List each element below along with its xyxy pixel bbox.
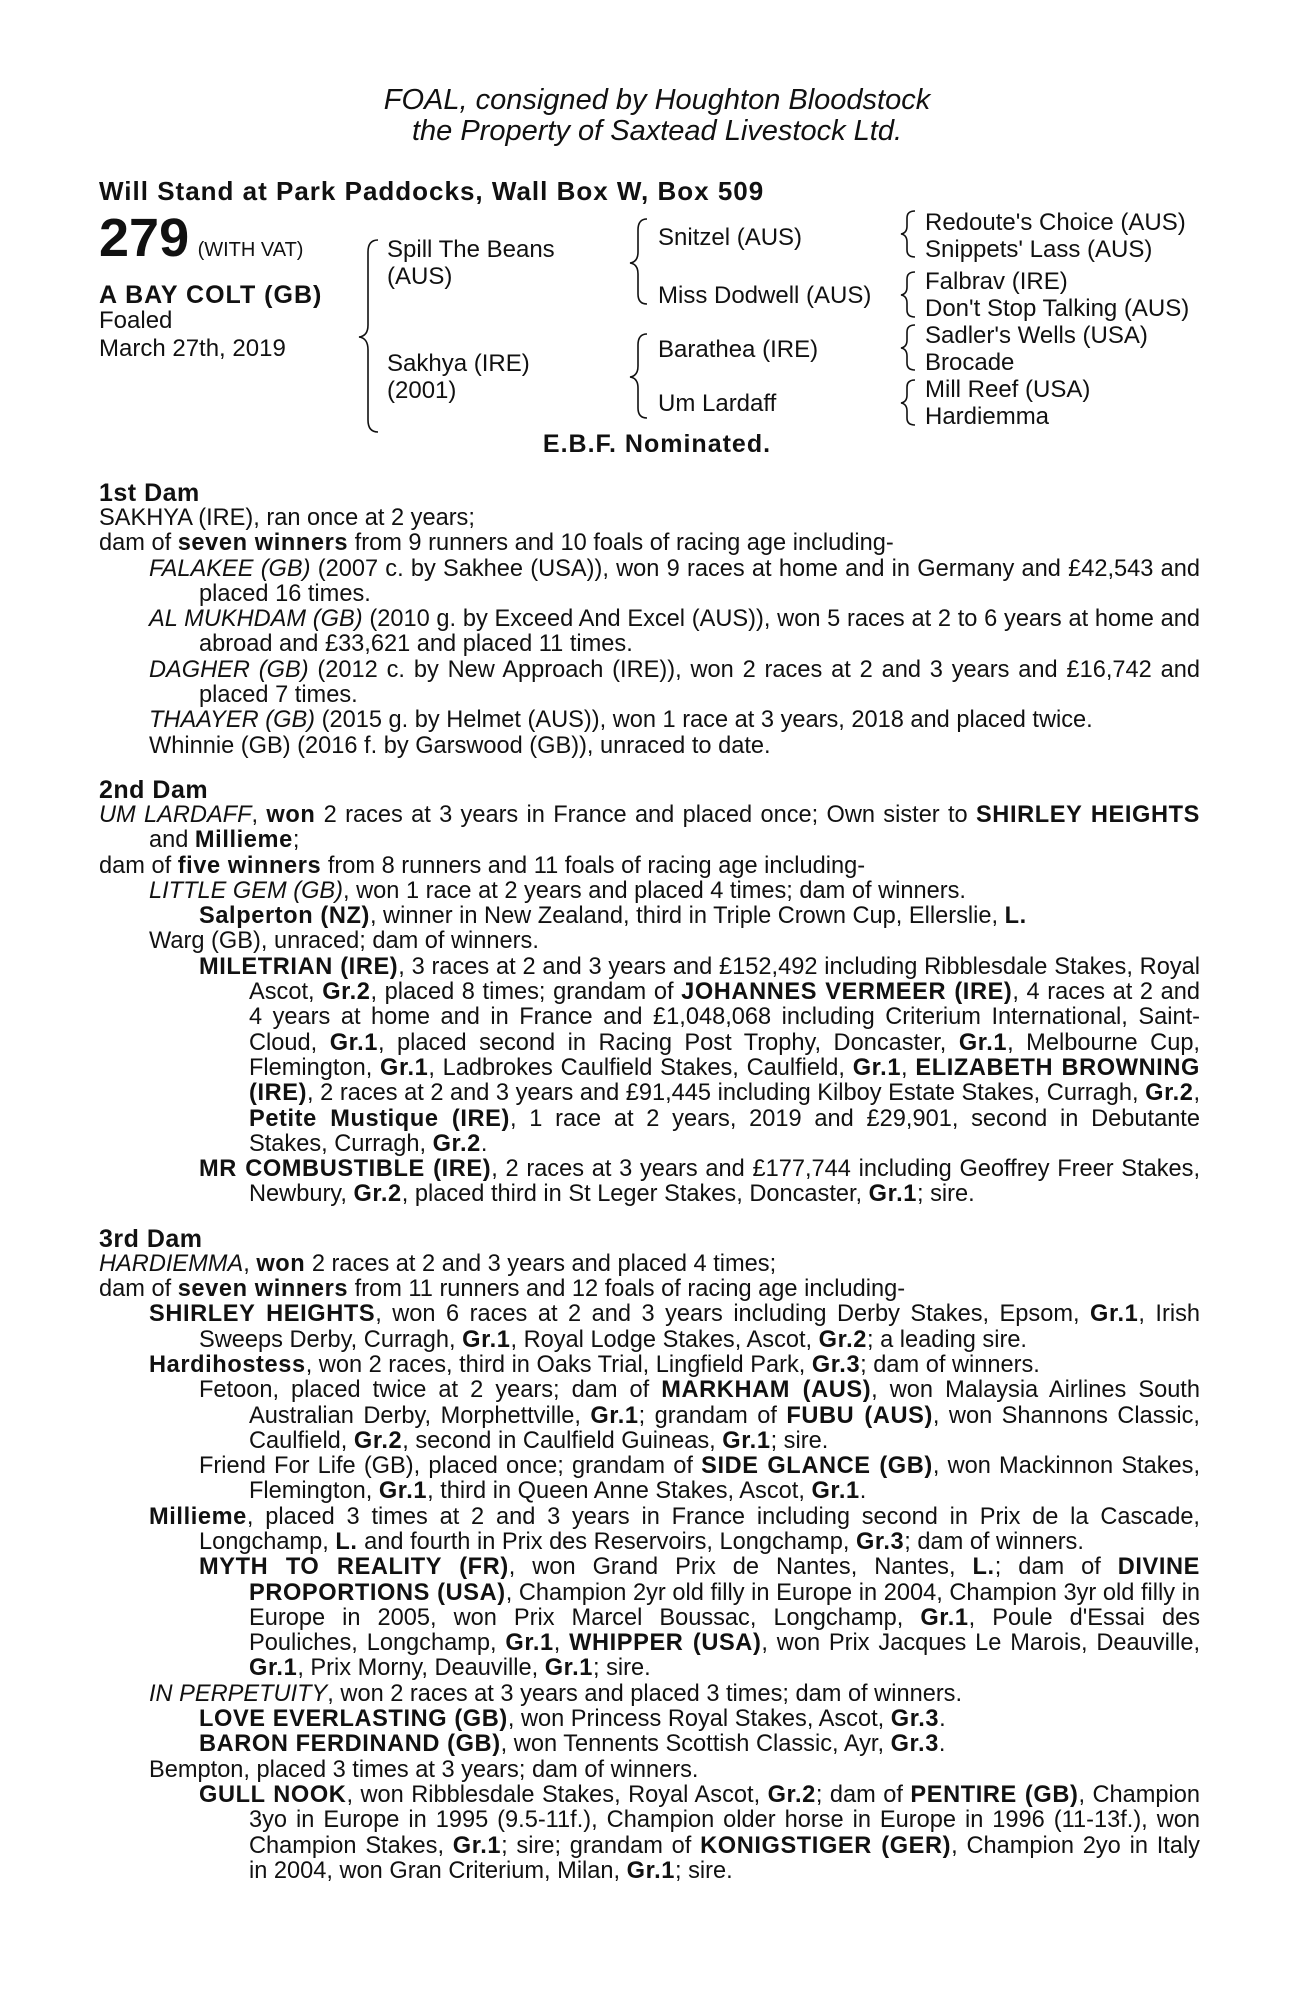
dam-year: (2001) xyxy=(387,377,457,404)
entry-text: , Ladbrokes Caulfield Stakes, Caulfield, xyxy=(428,1054,853,1081)
gen3-5: Sadler's Wells (USA) xyxy=(925,322,1148,349)
entry-text: (2010 g. by Exceed And Excel (AUS)), won 5 races at 2 to 6 years at home and abroad and £33,621 and placed 11 times. xyxy=(199,606,1200,658)
italic-text: THAAYER (GB) xyxy=(149,707,316,734)
bold-text: FUBU (AUS) xyxy=(786,1402,933,1429)
bold-text: won xyxy=(256,1250,306,1277)
pedigree-entry xyxy=(99,1555,1200,1681)
brace-6 xyxy=(901,325,915,370)
brace-7 xyxy=(901,380,915,425)
bold-text: Gr.1 xyxy=(378,1478,428,1505)
brace-2 xyxy=(630,219,647,304)
bold-text: Gr.1 xyxy=(462,1326,511,1353)
entry-text: ; dam of xyxy=(815,1781,911,1808)
entry-text: , won Tennents Scottish Classic, Ayr, xyxy=(500,1731,891,1758)
bold-text: Gr.3 xyxy=(890,1706,940,1733)
pedigree-entry xyxy=(99,1353,1200,1378)
entry-text: , won 1 race at 2 years and placed 4 times; dam of winners. xyxy=(343,877,966,904)
pedigree-entry xyxy=(99,607,1200,658)
bold-text: Gr.1 xyxy=(505,1630,554,1657)
brace-4 xyxy=(901,211,915,257)
entry-text: , won Mackinnon Stakes, Flemington, xyxy=(249,1453,1201,1505)
pedigree-entry xyxy=(99,854,1200,879)
brace-3 xyxy=(630,334,647,418)
entry-text: ; xyxy=(292,827,300,854)
entry-text: , Champion 3yo in Europe in 1995 (9.5-11f.), Champion older horse in Europe in 1996 (11-13f.), won Champion Stakes, xyxy=(249,1781,1201,1859)
bold-text: Gr.2 xyxy=(353,1427,403,1454)
entry-text: , won 6 races at 2 and 3 years including Derby Stakes, Epsom, xyxy=(375,1301,1091,1328)
bold-text: Gr.1 xyxy=(329,1029,379,1056)
bold-text: Salperton (NZ) xyxy=(199,903,370,930)
gen3-8: Hardiemma xyxy=(925,403,1050,430)
brace-5 xyxy=(901,272,915,317)
bold-text: KONIGSTIGER (GER) xyxy=(700,1832,952,1859)
bold-text: PENTIRE (GB) xyxy=(910,1781,1079,1808)
bold-text: Gr.1 xyxy=(722,1427,771,1454)
entry-text: , Irish Sweeps Derby, Curragh, xyxy=(199,1301,1200,1353)
bold-text: Gr.1 xyxy=(958,1029,1008,1056)
entry-text: . xyxy=(938,1731,946,1758)
entry-text: ; sire; grandam of xyxy=(501,1832,701,1859)
entry-text: SAKHYA (IRE), ran once at 2 years; xyxy=(99,505,475,531)
bold-text: Gr.1 xyxy=(590,1402,639,1429)
bold-text: JOHANNES VERMEER (IRE) xyxy=(681,979,1013,1006)
entry-text: , xyxy=(1193,1080,1201,1107)
section-heading: 2nd Dam xyxy=(99,775,209,804)
entry-text: . xyxy=(480,1130,488,1157)
italic-text: IN PERPETUITY xyxy=(149,1680,328,1707)
entry-text: Warg (GB), unraced; dam of winners. xyxy=(149,928,539,955)
entry-text: Whinnie (GB) (2016 f. by Garswood (GB)), unraced to date. xyxy=(149,732,771,759)
gen3-4: Don't Stop Talking (AUS) xyxy=(925,295,1190,322)
pedigree-entry xyxy=(99,879,1200,904)
pedigree-entry xyxy=(99,506,1200,531)
gen3-3: Falbrav (IRE) xyxy=(925,268,1068,295)
entry-text: , won Princess Royal Stakes, Ascot, xyxy=(507,1706,891,1733)
gen3-6: Brocade xyxy=(925,349,1015,376)
pedigree-entry xyxy=(99,1454,1200,1505)
pedigree-entry xyxy=(99,1758,1200,1783)
italic-text: AL MUKHDAM (GB) xyxy=(149,606,363,633)
italic-text: FALAKEE (GB) xyxy=(149,555,311,582)
pedigree-entry xyxy=(99,1302,1200,1353)
entry-text: , Melbourne Cup, Flemington, xyxy=(249,1029,1200,1081)
lot-number: 279 xyxy=(99,208,190,268)
sire-country: (AUS) xyxy=(387,263,453,290)
entry-text: 2 races at 2 and 3 years and placed 4 times; xyxy=(305,1250,777,1277)
italic-text: UM LARDAFF xyxy=(99,801,252,828)
entry-text: , placed third in St Leger Stakes, Doncaster, xyxy=(401,1181,869,1208)
entry-text: from 9 runners and 10 foals of racing age including- xyxy=(348,530,894,557)
entry-text: , won Prix Jacques Le Marois, Deauville, xyxy=(761,1630,1200,1657)
entry-text: ; dam of xyxy=(994,1554,1118,1581)
bold-text: Gr.2 xyxy=(767,1781,816,1808)
bold-text: Gr.3 xyxy=(811,1351,861,1378)
entry-text: , xyxy=(901,1054,916,1081)
entry-text: , third in Queen Anne Stakes, Ascot, xyxy=(427,1478,812,1505)
sire-name: Spill The Beans xyxy=(387,236,555,263)
bold-text: L. xyxy=(972,1554,995,1581)
entry-text: ; a leading sire. xyxy=(866,1326,1027,1353)
bold-text: MYTH TO REALITY (FR) xyxy=(199,1554,509,1581)
pedigree-entry xyxy=(99,929,1200,954)
entry-text: , won Ribblesdale Stakes, Royal Ascot, xyxy=(346,1781,768,1808)
pedigree-entry xyxy=(99,708,1200,733)
section-heading: 1st Dam xyxy=(99,479,200,507)
bold-text: DIVINE PROPORTIONS (USA) xyxy=(249,1554,1201,1606)
bold-text: Gr.2 xyxy=(818,1326,867,1353)
bold-text: SHIRLEY HEIGHTS xyxy=(149,1301,376,1328)
entry-text: , 1 race at 2 years, 2019 and £29,901, second in Debutante Stakes, Curragh, xyxy=(249,1105,1200,1157)
entry-text: dam of xyxy=(99,1276,178,1303)
bold-text: Gr.1 xyxy=(868,1181,917,1208)
pedigree-entry xyxy=(99,734,1200,759)
pedigree-entry xyxy=(99,1252,1200,1277)
entry-text: , xyxy=(251,801,267,828)
italic-text: DAGHER (GB) xyxy=(149,656,309,683)
entry-text: and fourth in Prix des Reservoirs, Longchamp, xyxy=(357,1528,856,1555)
entry-text: (2007 c. by Sakhee (USA)), won 9 races at home and in Germany and £42,543 and placed 16 times. xyxy=(199,555,1200,607)
entry-text: ; sire. xyxy=(674,1857,733,1884)
pedigree-entry xyxy=(99,1505,1200,1556)
bold-text: SIDE GLANCE (GB) xyxy=(701,1453,933,1480)
bold-text: five winners xyxy=(177,852,322,879)
entry-text: from 11 runners and 12 foals of racing age including- xyxy=(348,1276,906,1303)
italic-text: HARDIEMMA xyxy=(99,1250,244,1277)
bold-text: ELIZABETH BROWNING (IRE) xyxy=(249,1054,1200,1107)
entry-text: . xyxy=(939,1706,946,1733)
bold-text: Millieme xyxy=(194,827,293,854)
entry-text: , 2 races at 3 years and £177,744 including Geoffrey Freer Stakes, Newbury, xyxy=(249,1156,1200,1208)
dam-sire: Barathea (IRE) xyxy=(658,336,819,363)
sire-dam: Miss Dodwell (AUS) xyxy=(658,282,872,309)
foaled-date: March 27th, 2019 xyxy=(99,335,286,362)
entry-text: , 4 races at 2 and 4 years at home and in France and £1,048,068 including Criterium International, Saint-Cloud, xyxy=(249,979,1201,1056)
bold-text: seven winners xyxy=(177,530,349,557)
entry-text: ; dam of winners. xyxy=(904,1528,1084,1555)
gen3-2: Snippets' Lass (AUS) xyxy=(925,236,1153,263)
vat-note: (WITH VAT) xyxy=(197,239,304,261)
dam-name: Sakhya (IRE) xyxy=(387,350,530,377)
gen3-7: Mill Reef (USA) xyxy=(925,376,1091,403)
italic-text: LITTLE GEM (GB) xyxy=(149,877,344,904)
pedigree-entry xyxy=(99,1157,1200,1208)
bold-text: Gr.1 xyxy=(380,1054,429,1081)
entry-text: , 3 races at 2 and 3 years and £152,492 including Ribblesdale Stakes, Royal Ascot, xyxy=(249,953,1200,1006)
bold-text: Gr.1 xyxy=(249,1655,298,1682)
bold-text: Gr.2 xyxy=(322,979,371,1006)
entry-text: , won Malaysia Airlines South Australian Derby, Morphettville, xyxy=(249,1377,1200,1429)
entry-text: , Royal Lodge Stakes, Ascot, xyxy=(510,1326,819,1353)
entry-text: Bempton, placed 3 times at 3 years; dam of winners. xyxy=(149,1756,699,1783)
entry-text: , 2 races at 2 and 3 years and £91,445 including Kilboy Estate Stakes, Curragh, xyxy=(307,1080,1146,1107)
bold-text: won xyxy=(266,801,316,828)
entry-text: dam of xyxy=(99,530,178,557)
entry-text: , won Shannons Classic, Caulfield, xyxy=(249,1402,1200,1454)
bold-text: Gr.1 xyxy=(920,1604,969,1631)
bold-text: Hardihostess xyxy=(149,1351,306,1378)
bold-text: L. xyxy=(335,1528,358,1555)
sire xyxy=(387,236,555,290)
pedigree-entry xyxy=(99,1682,1200,1707)
bold-text: LOVE EVERLASTING (GB) xyxy=(199,1706,508,1733)
section-heading: 3rd Dam xyxy=(99,1224,203,1253)
entry-text: , xyxy=(553,1630,570,1657)
stand-location: Will Stand at Park Paddocks, Wall Box W, Box 509 xyxy=(99,176,765,206)
ebf-nominated: E.B.F. Nominated. xyxy=(542,430,772,458)
entry-text: ; grandam of xyxy=(638,1402,787,1429)
bold-text: Gr.1 xyxy=(626,1857,675,1884)
lot-description: A BAY COLT (GB) xyxy=(99,281,323,309)
entry-text: , Champion 2yr old filly in Europe in 2004, Champion 3yr old filly in Europe in 2005, won Prix Marcel Boussac, Longchamp, xyxy=(249,1579,1200,1631)
pedigree-entry xyxy=(99,904,1200,929)
entry-text: . xyxy=(859,1478,867,1505)
bold-text: Gr.1 xyxy=(1090,1301,1139,1328)
dam-dam: Um Lardaff xyxy=(658,390,777,417)
pedigree-entry xyxy=(99,1378,1200,1454)
entry-text: , placed 8 times; grandam of xyxy=(370,979,682,1006)
foaled-label: Foaled xyxy=(99,307,173,334)
pedigree-entry xyxy=(99,531,1200,556)
pedigree-entry xyxy=(99,1277,1200,1302)
bold-text: Petite Mustique (IRE) xyxy=(249,1105,510,1132)
entry-text: Fetoon, placed twice at 2 years; dam of xyxy=(199,1377,662,1404)
entry-text: , second in Caulfield Guineas, xyxy=(402,1427,723,1454)
entry-text: , Prix Morny, Deauville, xyxy=(297,1655,545,1682)
entry-text: ; sire. xyxy=(916,1181,975,1208)
entry-text: , xyxy=(243,1250,257,1277)
bold-text: MR COMBUSTIBLE (IRE) xyxy=(199,1156,492,1183)
pedigree-entry xyxy=(99,1732,1200,1757)
entry-text: , winner in New Zealand, third in Triple Crown Cup, Ellerslie, xyxy=(369,903,1005,930)
entry-text: , placed 3 times at 2 and 3 years in France including second in Prix de la Cascade, Longchamp, xyxy=(199,1503,1200,1555)
entry-text: Friend For Life (GB), placed once; grandam of xyxy=(199,1453,702,1480)
entry-text: ; sire. xyxy=(593,1655,651,1682)
pedigree-entry xyxy=(99,803,1200,854)
bold-text: Gr.1 xyxy=(852,1054,902,1081)
entry-text: 2 races at 3 years in France and placed once; Own sister to xyxy=(315,801,976,828)
bold-text: Gr.3 xyxy=(890,1731,939,1758)
pedigree-entry xyxy=(99,1707,1200,1732)
entry-text: and xyxy=(149,827,195,854)
bold-text: Gr.2 xyxy=(353,1181,402,1208)
pedigree-entry xyxy=(99,1783,1200,1884)
property-line: the Property of Saxtead Livestock Ltd. xyxy=(411,115,903,147)
pedigree-entry xyxy=(99,955,1200,1157)
gen3-1: Redoute's Choice (AUS) xyxy=(925,209,1186,236)
bold-text: Gr.3 xyxy=(855,1528,905,1555)
pedigree-entry xyxy=(99,557,1200,608)
entry-text: , placed second in Racing Post Trophy, Doncaster, xyxy=(378,1029,959,1056)
entry-text: ; dam of winners. xyxy=(860,1351,1040,1378)
bold-text: WHIPPER (USA) xyxy=(569,1630,762,1657)
bold-text: Gr.2 xyxy=(1145,1080,1194,1107)
entry-text: (2012 c. by New Approach (IRE)), won 2 races at 2 and 3 years and £16,742 and placed 7 times. xyxy=(199,656,1200,709)
sire-sire: Snitzel (AUS) xyxy=(658,224,803,251)
entry-text: (2015 g. by Helmet (AUS)), won 1 race at 3 years, 2018 and placed twice. xyxy=(315,707,1093,734)
bold-text: Gr.1 xyxy=(452,1832,502,1859)
bold-text: Gr.1 xyxy=(811,1478,860,1505)
bold-text: GULL NOOK xyxy=(199,1781,347,1808)
entry-text: , won 2 races, third in Oaks Trial, Lingfield Park, xyxy=(305,1351,812,1378)
brace-1 xyxy=(359,240,378,432)
pedigree-entry xyxy=(99,658,1200,709)
entry-text: , Champion 2yo in Italy in 2004, won Gran Criterium, Milan, xyxy=(249,1832,1200,1884)
dam xyxy=(387,350,530,404)
family-details xyxy=(99,480,1200,1884)
entry-text: from 8 runners and 11 foals of racing age including- xyxy=(321,852,866,879)
bold-text: L. xyxy=(1004,903,1027,930)
consignor-line: FOAL, consigned by Houghton Bloodstock xyxy=(383,84,931,116)
bold-text: seven winners xyxy=(177,1276,349,1303)
entry-text: , won 2 races at 3 years and placed 3 times; dam of winners. xyxy=(327,1680,963,1707)
bold-text: BARON FERDINAND (GB) xyxy=(199,1731,501,1758)
bold-text: SHIRLEY HEIGHTS xyxy=(975,801,1200,828)
bold-text: MARKHAM (AUS) xyxy=(661,1377,872,1404)
entry-text: ; sire. xyxy=(770,1427,829,1454)
entry-text: , won Grand Prix de Nantes, Nantes, xyxy=(508,1554,973,1581)
entry-text: , Poule d'Essai des Pouliches, Longchamp, xyxy=(249,1604,1200,1657)
bold-text: Millieme xyxy=(149,1503,247,1530)
entry-text: dam of xyxy=(99,852,178,879)
bold-text: MILETRIAN (IRE) xyxy=(199,953,399,980)
bold-text: Gr.2 xyxy=(432,1130,481,1157)
bold-text: Gr.1 xyxy=(544,1655,593,1682)
